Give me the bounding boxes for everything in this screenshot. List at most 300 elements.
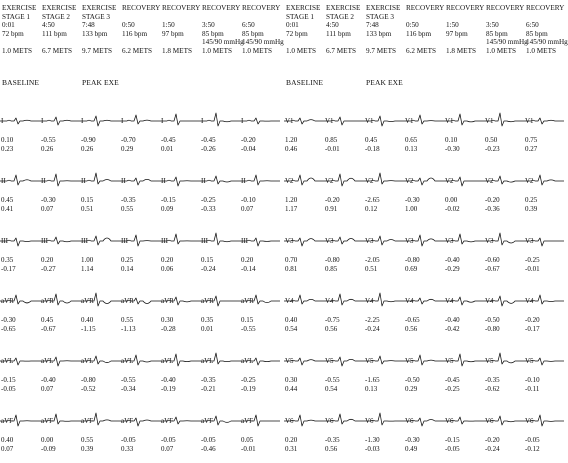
st-level-value: -0.25 [201,196,216,204]
st-slope-value: 0.23 [1,145,14,153]
ecg-complex-cell [484,285,524,341]
header-line: 111 bpm [326,29,351,38]
ecg-complex-cell [284,345,324,401]
st-slope-value: -0.19 [161,385,176,393]
lead-label: V1 [445,117,454,125]
header-line: RECOVERY [406,4,445,12]
header-line: EXERCISE [286,4,321,12]
st-level-value: -2.25 [365,316,380,324]
header-line [122,13,162,22]
header-line: 6.7 METS [326,46,356,55]
st-slope-value: -0.02 [445,205,460,213]
st-slope-value: -0.80 [485,325,500,333]
ecg-complex-cell [324,105,364,161]
st-slope-value: 0.33 [121,445,134,453]
header-line: 85 bpm [242,29,264,38]
ecg-complex-cell [404,405,444,461]
ecg-complex-cell [404,225,444,281]
st-level-value: -0.10 [241,196,256,204]
ecg-complex-cell [160,225,200,281]
st-slope-value: 0.31 [285,445,298,453]
ecg-trace [80,165,120,195]
st-level-value: 0.15 [201,256,214,264]
lead-label: V5 [365,357,374,365]
st-level-value: -0.05 [525,436,540,444]
st-slope-value: -0.09 [41,445,56,453]
ecg-complex-cell [404,285,444,341]
ecg-complex-cell [240,285,280,341]
st-slope-value: 0.51 [365,265,378,273]
header-line: 0:50 [406,21,419,30]
ecg-complex-cell [200,105,240,161]
header-line: 4:50 [326,21,339,30]
lead-label: V5 [525,357,534,365]
st-level-value: 0.75 [525,136,538,144]
header-line: 111 bpm [42,29,67,38]
ecg-complex-cell [524,105,564,161]
ecg-complex-cell [40,285,80,341]
right-ecg-panel [284,0,568,463]
st-slope-value: 0.41 [1,205,14,213]
lead-label: V6 [365,417,374,425]
st-slope-value: -0.19 [241,385,256,393]
st-slope-value: -0.23 [485,145,500,153]
st-slope-value: -0.33 [201,205,216,213]
st-slope-value: -0.26 [201,145,216,153]
header-line: 85 bpm [202,29,224,38]
header-line [446,38,486,47]
header-line [82,38,122,47]
header-line: 6.2 METS [122,46,152,55]
st-level-value: -0.35 [201,376,216,384]
ecg-complex-cell [80,285,120,341]
baseline-label: BASELINE [286,78,324,87]
st-level-value: 0.20 [241,256,254,264]
st-level-value: -0.25 [525,256,540,264]
column-header [446,4,486,56]
ecg-complex-cell [324,345,364,401]
st-level-value: 1.00 [81,256,94,264]
st-level-value: 0.15 [241,316,254,324]
header-line [286,38,326,47]
ecg-complex-cell [484,165,524,221]
column-header [162,4,202,56]
column-header [2,4,42,56]
ecg-trace [40,105,80,135]
st-level-value: -0.30 [405,436,420,444]
header-line: 1:50 [446,21,459,30]
lead-label: aVR [81,297,94,305]
column-header [122,4,162,56]
st-slope-value: -0.24 [201,265,216,273]
st-slope-value: 0.55 [121,205,134,213]
st-level-value: -0.45 [161,136,176,144]
st-slope-value: -0.34 [121,385,136,393]
st-slope-value: 0.54 [285,325,298,333]
header-line: 0:01 [286,21,299,30]
lead-label: V1 [365,117,374,125]
st-slope-value: 0.29 [121,145,134,153]
st-level-value: 0.50 [485,136,498,144]
st-level-value: 0.40 [81,316,94,324]
lead-label: V3 [445,237,454,245]
lead-label: III [1,237,8,245]
st-level-value: -0.60 [485,256,500,264]
st-level-value: -0.20 [485,196,500,204]
lead-label: V3 [325,237,334,245]
st-level-value: 0.05 [241,436,254,444]
st-level-value: 0.00 [41,436,54,444]
st-slope-value: -0.65 [1,325,16,333]
column-header [326,4,366,56]
st-level-value: -0.45 [445,376,460,384]
st-level-value: 0.65 [405,136,418,144]
header-line [42,38,82,47]
st-level-value: 0.45 [41,316,54,324]
st-slope-value: 0.56 [405,325,418,333]
st-level-value: -0.40 [445,256,460,264]
peak-exercise-label: PEAK EXE [82,78,119,87]
lead-label: V4 [445,297,454,305]
st-level-value: -0.40 [161,376,176,384]
ecg-complex-cell [160,105,200,161]
lead-label: aVR [41,297,54,305]
ecg-complex-cell [200,225,240,281]
header-line [406,13,446,22]
ecg-complex-cell [160,345,200,401]
header-line: 116 bpm [406,29,432,38]
header-line: 1.0 METS [526,46,556,55]
st-level-value: 0.85 [325,136,338,144]
st-level-value: 0.00 [445,196,458,204]
st-level-value: 0.10 [445,136,458,144]
header-line: 3:50 [202,21,215,30]
st-slope-value: -0.11 [525,385,540,393]
ecg-complex-cell [40,105,80,161]
lead-label: I [241,117,244,125]
lead-label: V1 [285,117,294,125]
header-line: EXERCISE [366,4,401,12]
st-slope-value: -1.13 [121,325,136,333]
lead-label: III [161,237,168,245]
st-level-value: -1.30 [365,436,380,444]
st-level-value: 0.45 [365,136,378,144]
header-line: 3:50 [486,21,499,30]
header-line: RECOVERY [202,4,241,12]
lead-label: III [121,237,128,245]
ecg-complex-cell [120,105,160,161]
ecg-complex-cell [200,285,240,341]
ecg-complex-cell [80,105,120,161]
ecg-complex-cell [0,105,40,161]
st-level-value: 0.20 [161,256,174,264]
ecg-trace [240,165,280,195]
st-level-value: 0.55 [121,316,134,324]
lead-label: V3 [485,237,494,245]
header-line: RECOVERY [486,4,525,12]
header-line: EXERCISE [42,4,77,12]
st-slope-value: 0.85 [325,265,338,273]
ecg-waveform [240,118,280,124]
lead-label: aVL [121,357,134,365]
st-slope-value: 0.56 [325,445,338,453]
st-level-value: -0.55 [325,376,340,384]
header-line: 0:01 [2,21,15,30]
header-line: 97 bpm [162,29,184,38]
ecg-complex-cell [404,165,444,221]
st-slope-value: -0.17 [1,265,16,273]
st-slope-value: 0.54 [325,385,338,393]
lead-label: I [201,117,204,125]
ecg-complex-cell [120,405,160,461]
lead-label: V4 [525,297,534,305]
lead-label: V2 [405,177,414,185]
ecg-waveform [0,175,40,185]
header-line: 72 bpm [2,29,24,38]
lead-label: V2 [365,177,374,185]
header-line: STAGE 3 [82,12,110,21]
header-line: STAGE 1 [286,12,314,21]
ecg-complex-cell [444,105,484,161]
ecg-complex-cell [40,345,80,401]
lead-label: aVF [1,417,14,425]
st-level-value: 0.30 [285,376,298,384]
ecg-complex-cell [444,345,484,401]
lead-label: V4 [285,297,294,305]
ecg-complex-cell [40,225,80,281]
ecg-complex-cell [444,165,484,221]
lead-label: aVL [1,357,14,365]
st-level-value: -0.35 [325,436,340,444]
lead-label: aVR [1,297,14,305]
st-slope-value: -0.17 [525,325,540,333]
ecg-complex-cell [120,165,160,221]
header-line: 116 bpm [122,29,148,38]
st-level-value: -0.10 [525,376,540,384]
st-level-value: -0.15 [1,376,16,384]
lead-label: V2 [485,177,494,185]
ecg-waveform [40,174,80,186]
column-header [202,4,242,56]
header-line [446,13,486,22]
st-slope-value: 0.07 [161,445,174,453]
st-slope-value: 0.46 [285,145,298,153]
st-level-value: -2.05 [365,256,380,264]
ecg-complex-cell [364,285,404,341]
header-line: 6:50 [526,21,539,30]
column-header [82,4,122,56]
header-line: 145/90 mmHg [486,38,528,47]
ecg-complex-cell [200,405,240,461]
st-slope-value: -0.05 [445,445,460,453]
header-line: STAGE 2 [326,12,354,21]
st-level-value: 0.20 [285,436,298,444]
st-level-value: -0.80 [325,256,340,264]
column-header [406,4,446,56]
header-line: 1.0 METS [242,46,272,55]
st-level-value: 0.45 [1,196,14,204]
st-level-value: 0.20 [41,256,54,264]
st-slope-value: 0.26 [81,145,94,153]
ecg-trace [40,165,80,195]
st-level-value: -0.05 [201,436,216,444]
ecg-trace [160,165,200,195]
ecg-trace [200,165,240,195]
header-line: 85 bpm [526,29,548,38]
ecg-complex-cell [524,285,564,341]
header-line: STAGE 1 [2,12,30,21]
lead-label: V5 [325,357,334,365]
st-level-value: -0.15 [445,436,460,444]
st-level-value: -2.65 [365,196,380,204]
st-slope-value: 0.13 [405,145,418,153]
lead-label: V5 [405,357,414,365]
ecg-waveform [40,117,80,125]
st-level-value: -0.25 [241,376,256,384]
st-slope-value: 0.26 [41,145,54,153]
st-slope-value: -0.55 [241,325,256,333]
ecg-complex-cell [284,405,324,461]
header-line: 1.0 METS [202,46,232,55]
header-line [406,38,446,47]
st-slope-value: 0.39 [525,205,538,213]
st-level-value: 1.20 [285,136,298,144]
header-line: 1.8 METS [446,46,476,55]
ecg-complex-cell [524,405,564,461]
lead-label: V1 [405,117,414,125]
ecg-waveform [120,115,160,124]
lead-label: III [201,237,208,245]
lead-label: V5 [285,357,294,365]
st-slope-value: -0.29 [445,265,460,273]
header-line [486,13,526,22]
ecg-complex-cell [364,345,404,401]
st-level-value: -0.05 [121,436,136,444]
st-level-value: 1.20 [285,196,298,204]
ecg-complex-cell [80,345,120,401]
ecg-complex-cell [364,105,404,161]
column-header [242,4,282,56]
st-level-value: -1.65 [365,376,380,384]
ecg-complex-cell [284,165,324,221]
header-line [2,38,42,47]
st-level-value: -0.80 [81,376,96,384]
ecg-complex-cell [0,345,40,401]
lead-label: aVF [241,417,254,425]
st-slope-value: 0.27 [525,145,538,153]
st-level-value: -0.20 [525,316,540,324]
column-header [42,4,82,56]
lead-label: aVR [121,297,134,305]
st-slope-value: 0.07 [1,445,14,453]
ecg-complex-cell [324,165,364,221]
ecg-complex-cell [80,165,120,221]
lead-label: V5 [445,357,454,365]
st-slope-value: -0.18 [365,145,380,153]
lead-label: V3 [405,237,414,245]
lead-label: V6 [285,417,294,425]
st-level-value: -0.90 [81,136,96,144]
lead-label: V1 [325,117,334,125]
st-slope-value: 0.49 [405,445,418,453]
lead-label: V6 [445,417,454,425]
st-level-value: -0.30 [405,196,420,204]
st-slope-value: -0.52 [81,385,96,393]
ecg-waveform [200,176,240,184]
header-line: 1:50 [162,21,175,30]
lead-label: V1 [525,117,534,125]
lead-label: I [81,117,84,125]
ecg-complex-cell [80,405,120,461]
lead-label: aVR [201,297,214,305]
st-slope-value: -0.21 [201,385,216,393]
header-line [526,13,566,22]
lead-label: I [161,117,164,125]
ecg-complex-cell [284,285,324,341]
lead-label: aVL [161,357,174,365]
lead-label: V6 [325,417,334,425]
header-line: EXERCISE [326,4,361,12]
header-line: 6.2 METS [406,46,436,55]
header-line: RECOVERY [526,4,565,12]
lead-label: aVF [121,417,134,425]
st-level-value: -0.20 [485,436,500,444]
header-line [122,38,162,47]
ecg-complex-cell [444,285,484,341]
st-slope-value: -0.01 [325,145,340,153]
st-level-value: -0.50 [405,376,420,384]
ecg-complex-cell [364,165,404,221]
st-slope-value: -0.67 [485,265,500,273]
st-level-value: -0.15 [161,196,176,204]
ecg-trace [160,105,200,135]
st-slope-value: -0.05 [1,385,16,393]
st-slope-value: 0.12 [365,205,378,213]
lead-label: II [201,177,206,185]
st-slope-value: -0.62 [485,385,500,393]
header-line: 85 bpm [486,29,508,38]
ecg-waveform [200,113,240,126]
st-slope-value: -0.46 [201,445,216,453]
lead-label: V4 [365,297,374,305]
ecg-complex-cell [404,105,444,161]
ecg-complex-cell [0,405,40,461]
header-line: 7:48 [82,21,95,30]
lead-label: V2 [325,177,334,185]
lead-label: I [41,117,44,125]
header-line: 133 bpm [82,29,108,38]
header-line: EXERCISE [82,4,117,12]
st-slope-value: 0.13 [365,385,378,393]
st-slope-value: -0.12 [525,445,540,453]
ecg-complex-cell [160,405,200,461]
st-slope-value: 0.29 [405,385,418,393]
lead-label: V4 [325,297,334,305]
column-header [286,4,326,56]
header-line: RECOVERY [446,4,485,12]
header-line [162,13,202,22]
ecg-waveform [160,177,200,186]
st-level-value: -0.30 [1,316,16,324]
ecg-complex-cell [200,345,240,401]
header-line [366,38,406,47]
header-line: 4:50 [42,21,55,30]
ecg-complex-cell [364,405,404,461]
ecg-waveform [80,173,120,184]
st-level-value: -0.80 [405,256,420,264]
st-slope-value: 0.09 [161,205,174,213]
lead-label: aVF [41,417,54,425]
